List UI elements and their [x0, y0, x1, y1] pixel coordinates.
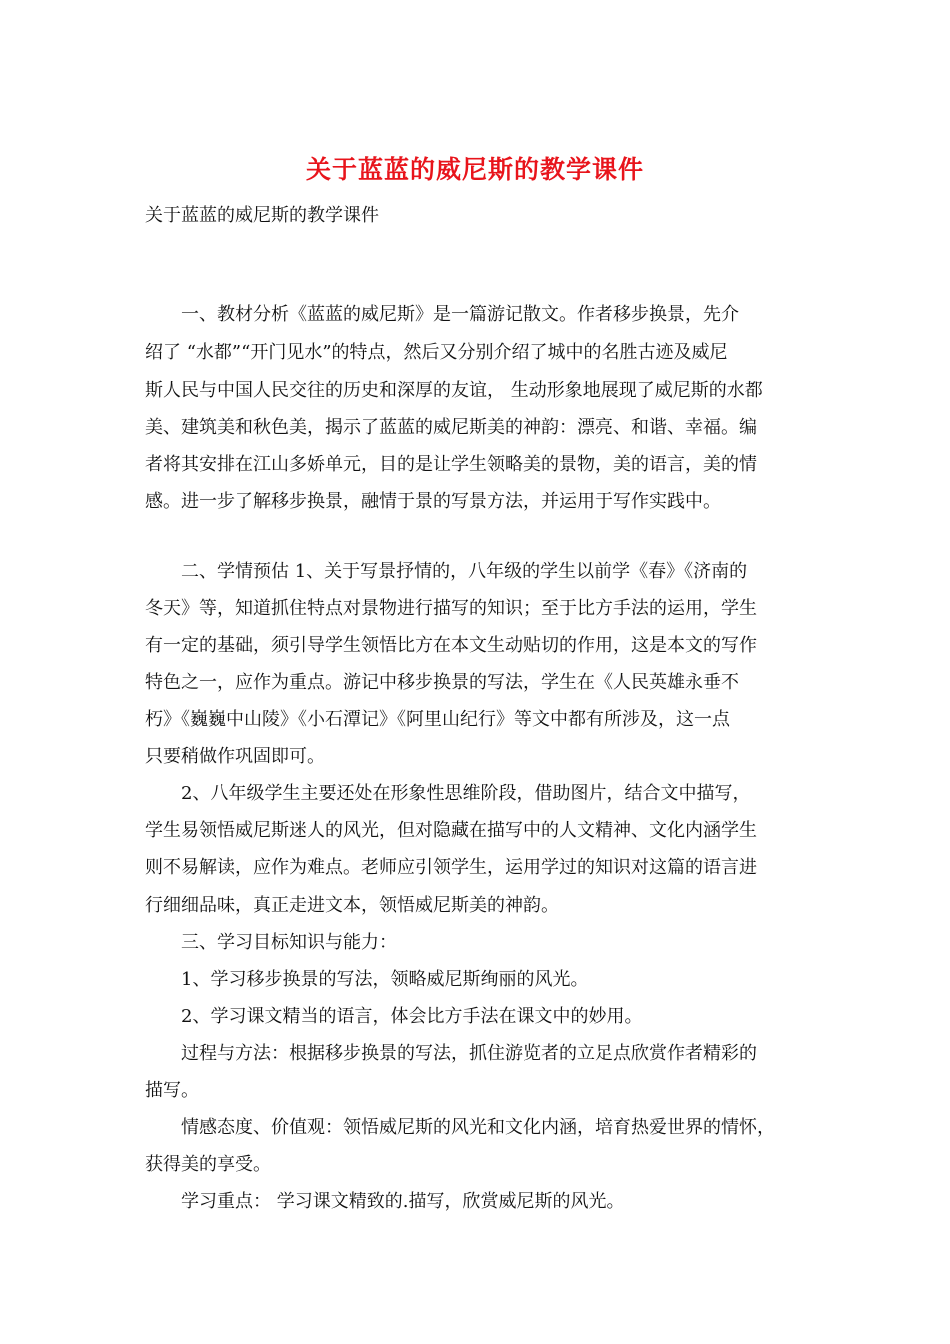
- paragraph-line: 三、学习目标知识与能力：: [145, 932, 397, 953]
- paragraph-line: 情感态度、价值观：领悟威尼斯的风光和文化内涵，培育热爱世界的情怀，: [145, 1117, 775, 1138]
- paragraph-line: 行细细品味，真正走进文本，领悟威尼斯美的神韵。: [145, 895, 559, 916]
- paragraph-line: 描写。: [145, 1080, 199, 1101]
- paragraph-line: 只要稍做作巩固即可。: [145, 746, 325, 767]
- paragraph-line: 二、学情预估 1、关于写景抒情的，八年级的学生以前学《春》《济南的: [145, 561, 748, 582]
- paragraph-line: 斯人民与中国人民交往的历史和深厚的友谊， 生动形象地展现了威尼斯的水都: [145, 380, 763, 401]
- paragraph-line: 学生易领悟威尼斯迷人的风光，但对隐藏在描写中的人文精神、文化内涵学生: [145, 820, 757, 841]
- paragraph-line: 一、教材分析《蓝蓝的威尼斯》是一篇游记散文。作者移步换景，先介: [145, 304, 739, 325]
- paragraph-line: 2、学习课文精当的语言，体会比方手法在课文中的妙用。: [145, 1006, 643, 1027]
- paragraph-line: 2、八年级学生主要还处在形象性思维阶段，借助图片，结合文中描写，: [145, 783, 751, 804]
- paragraph-line: 者将其安排在江山多娇单元，目的是让学生领略美的景物，美的语言，美的情: [145, 454, 757, 475]
- paragraph-line: 朽》《巍巍中山陵》《小石潭记》《阿里山纪行》等文中都有所涉及，这一点: [145, 709, 730, 730]
- document-subtitle: 关于蓝蓝的威尼斯的教学课件: [145, 205, 379, 226]
- paragraph-line: 特色之一，应作为重点。游记中移步换景的写法，学生在《人民英雄永垂不: [145, 672, 739, 693]
- paragraph-line: 绍了 “水都”“开门见水”的特点，然后又分别介绍了城中的名胜古迹及威尼: [145, 342, 728, 363]
- paragraph-line: 冬天》等，知道抓住特点对景物进行描写的知识；至于比方手法的运用，学生: [145, 598, 757, 619]
- paragraph-line: 美、建筑美和秋色美，揭示了蓝蓝的威尼斯美的神韵：漂亮、和谐、幸福。编: [145, 417, 757, 438]
- paragraph-line: 1、学习移步换景的写法，领略威尼斯绚丽的风光。: [145, 969, 589, 990]
- document-title: 关于蓝蓝的威尼斯的教学课件: [305, 155, 644, 184]
- paragraph-line: 感。进一步了解移步换景，融情于景的写景方法，并运用于写作实践中。: [145, 491, 721, 512]
- paragraph-line: 则不易解读，应作为难点。老师应引领学生，运用学过的知识对这篇的语言进: [145, 857, 757, 878]
- paragraph-line: 学习重点： 学习课文精致的.描写，欣赏威尼斯的风光。: [145, 1191, 625, 1212]
- paragraph-line: 过程与方法：根据移步换景的写法，抓住游览者的立足点欣赏作者精彩的: [145, 1043, 757, 1064]
- paragraph-line: 获得美的享受。: [145, 1154, 271, 1175]
- paragraph-line: 有一定的基础，须引导学生领悟比方在本文生动贴切的作用，这是本文的写作: [145, 635, 757, 656]
